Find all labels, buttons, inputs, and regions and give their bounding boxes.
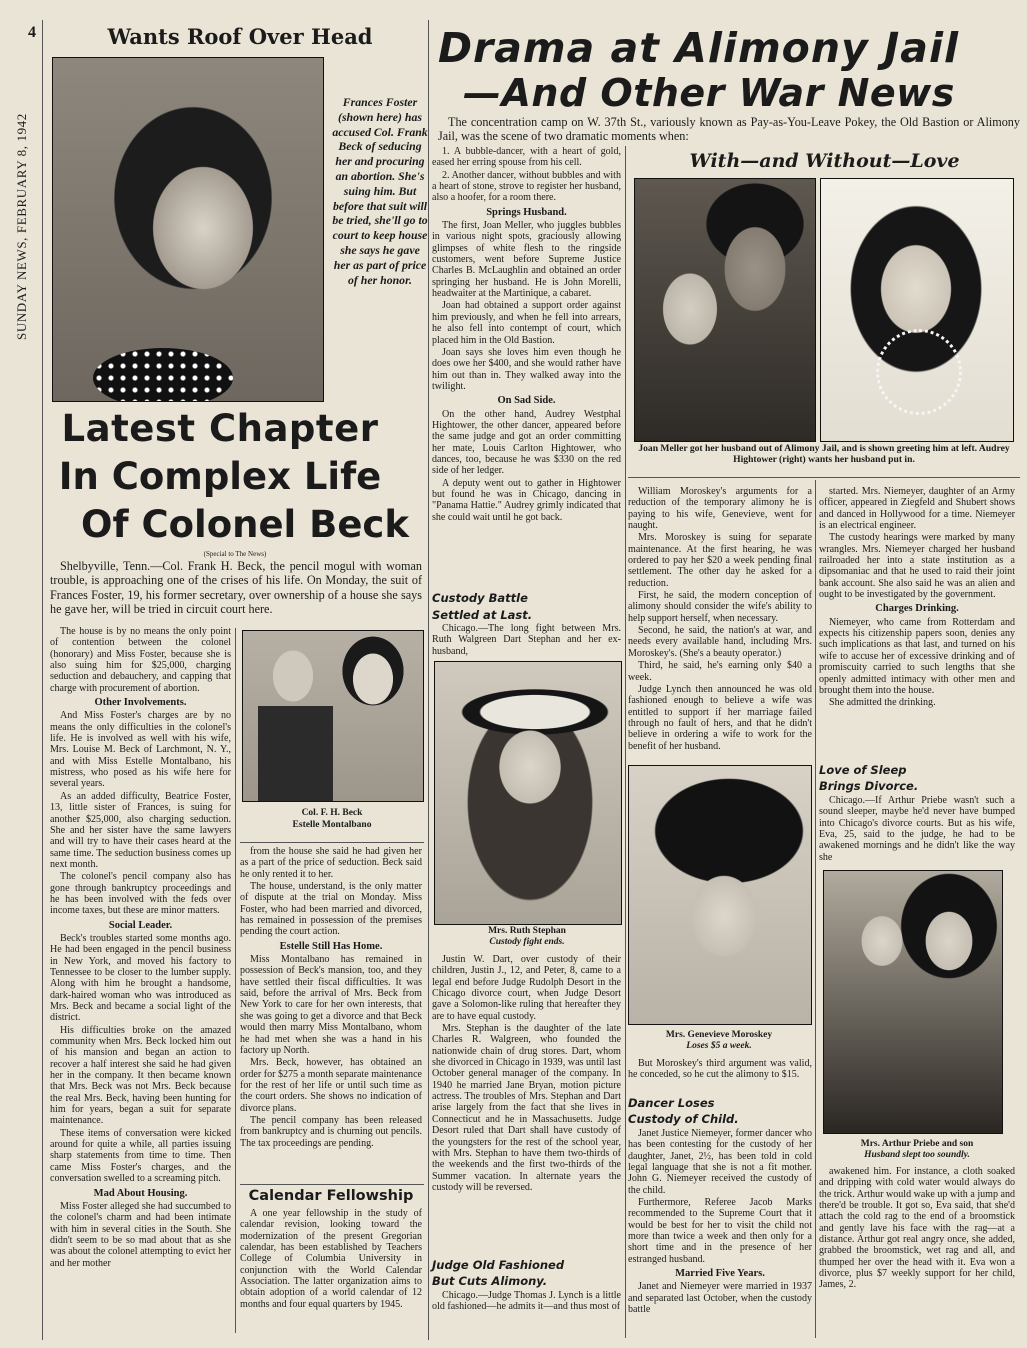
beck-photo-caption-1: Col. F. H. Beck	[301, 808, 363, 818]
stephan-caption: Mrs. Ruth Stephan Custody fight ends.	[488, 926, 566, 947]
sleep-p2: awakened him. For instance, a cloth soaked and dripping with cold water would always do the trick. Arthur would wake up with a jump and there'd be trouble. It got so, Eva said, that she'd attach the cold rag to the end of a broomstick and gently lave his face with the rag—at a distance. Arthur got real angry once, she added, grabbed the broomstick, wet rag and all, and thumped her over the head with it. Eva won a divorce, plus $7 weekly support for her child, James, 2.	[819, 1166, 1015, 1291]
love-banner: With—and Without—Love	[689, 150, 960, 172]
right-headline-1: Drama at Alimony Jail	[438, 24, 960, 72]
page-number: 4	[28, 24, 36, 41]
headline-line-3: Of Colonel Beck	[81, 503, 409, 546]
priebe-photo	[823, 870, 1003, 1134]
niemeyer-column: started. Mrs. Niemeyer, daughter of an Army officer, appeared in Ziegfeld and Shubert shows and danced in Hollywood for a time. Niemeyer is an electrical engineer. The custody hearings were marked by many wrangles. Mrs. Niemeyer charged her husband railroaded her into a state institution as a dipsomaniac and that he used to raid their joint bank account. She also said he was an alien and ought to be investigated by the government. Charges Drinking. Niemeyer, who came from Rotterdam and expects his citizenship papers soon, denies any such implications as that last, and turned on his wife to accuse her of excessive drinking and of promiscuity carried to such lengths that she openly admitted intimacy with other men and brought them into the house. She admitted the drinking.	[819, 486, 1015, 709]
beck-photo-caption-2: Estelle Montalbano	[292, 820, 372, 830]
dancer-column: Janet Justice Niemeyer, former dancer who has been contesting for the custody of her daughter, Janet, 2½, has been told in cold legal language that she is not a fit mother. John G. Niemeyer received the custody of the child. Furthermore, Referee Jacob Marks recommended to the Supreme Court that it would be best for her to visit the child not more than twice a week and then only for a short time and in the presence of her estranged husband. Married Five Years. Janet and Niemeyer were married in 1937 and separated last October, when the custody battle	[628, 1128, 812, 1316]
custody-head-1: Custody Battle	[432, 591, 528, 605]
beck-montalbano-photo	[242, 630, 424, 802]
right-intro: The concentration camp on W. 37th St., variously known as Pay-as-You-Leave Pokey, the Old Bastion or Alimony Jail, was the scene of two dramatic moments when:	[438, 116, 1020, 143]
sleep-head-2: Brings Divorce.	[819, 779, 919, 793]
headline-line-1: Latest Chapter	[61, 407, 379, 450]
love-caption: Joan Meller got her husband out of Alimony Jail, and is shown greeting him at left. Audrey Hightower (right) wants her husband put in.	[638, 443, 1010, 465]
moroskey-column: William Moroskey's arguments for a reduction of the temporary alimony he is paying to his wife, Genevieve, went for naught. Mrs. Moroskey is suing for separate maintenance. At the first hearing, he was ordered to pay her $20 a week pending final settlement. The other day he asked for a reduction. First, he said, the modern conception of alimony should consider the wife's ability to help support herself, when necessary. Second, he said, the nation's at war, and needs every available hand, including Mrs. Moroskey's. (She's a beauty operator.) Third, he said, he's earning only $40 a week. Judge Lynch then announced he was old fashioned enough to believe a wife was entitled to support if her marriage failed through no fault of hers, and that he didn't believe in ordering a wife to work for the benefit of her husband.	[628, 486, 812, 752]
judge-head-2: But Cuts Alimony.	[432, 1274, 548, 1288]
lede: Shelbyville, Tenn.—Col. Frank H. Beck, the pencil mogul with woman trouble, is approaching one of the crises of his life. On Monday, the suit of Frances Foster, 19, his former secretary, over ownership of a house she says he gave her, will be tried in circuit court here.	[50, 559, 422, 617]
kicker: Wants Roof Over Head	[107, 24, 373, 49]
sleep-p1: Chicago.—If Arthur Priebe wasn't such a sound sleeper, maybe he'd never have bumped into Chicago's divorce courts. But as his wife, Eva, 25, said to the judge, he had to be awakened mornings and he didn't like the way she	[819, 795, 1015, 863]
frances-foster-portrait	[52, 57, 324, 402]
credit-line: (Special to The News)	[203, 550, 267, 558]
left-column-1: The house is by no means the only point of contention between the colonel (honorary) and Miss Foster, because she is also suing him for $25,000, charging seduction and debauchery, and capping that charge with procurement of abortion. Other Involvements. And Miss Foster's charges are by no means the only difficulties in the colonel's life. He is involved as well with his wife, Mrs. Louise M. Beck of Larchmont, N. Y., and with Miss Estelle Montalbano, his mistress, who posed as his wife here for several years. As an added difficulty, Beatrice Foster, 13, little sister of Frances, is suing for another $25,000, also charging seduction. She and her sister have the same lawyers and will try to have their cases heard at the same time. The seduction business comes up next month. The colonel's pencil company also has gone through bankruptcy proceedings and he has been involved with the feds over income taxes, but these are minor matters. Social Leader. Beck's troubles started some months ago. He had been engaged in the pencil business in New York, and moved his factory to Tennessee to be closer to the lumber supply. Along with him he brought a handsome, dark-haired woman who was introduced as Mrs. Beck and became a social light of the district. His difficulties broke on the amazed community when Mrs. Beck locked him out of his mansion and began an action to recover a half interest she said he had given her in the company. It then became known that Mrs. Beck was not Mrs. Beck because the real Mrs. Beck, having been hunting for him for years, began a suit for separate maintenance. These items of conversation were kicked around for quite a while, all parties issuing sharp statements from time to time. Then came Miss Foster's charges, and the conversation swelled to a screaming pitch. Mad About Housing. Miss Foster alleged she had succumbed to the colonel's charm and had been intimate with him in several cities in the South. She didn't seem to be so mad about that as she was about the colonel attempting to evict her and her mother	[50, 626, 231, 1269]
moroskey-end: But Moroskey's third argument was valid, he conceded, so he cut the alimony to $15.	[628, 1058, 812, 1081]
calendar-body: A one year fellowship in the study of calendar revision, looking toward the modernization of the present Gregorian calendar, has been established by Teachers College of Columbia University in conjunction with the World Calendar Association. The latter organization aims to obtain adoption of a world calendar of 12 months and four equal quarters by 1945.	[240, 1208, 422, 1310]
custody-p1: Chicago.—The long fight between Mrs. Ruth Walgreen Dart Stephan and her ex-husband,	[432, 623, 621, 657]
custody-head-2: Settled at Last.	[432, 608, 533, 622]
portrait-caption: Frances Foster (shown here) has accused Col. Frank Beck of seducing her and procuring an abortion. She's suing him. But before that suit will be tried, she'll go to court to keep house she says he gave her as part of price of her honor.	[332, 95, 428, 287]
judge-p1: Chicago.—Judge Thomas J. Lynch is a little old fashioned—he admits it—and thus most of	[432, 1290, 621, 1313]
dateline: SUNDAY NEWS, FEBRUARY 8, 1942	[14, 113, 29, 340]
right-column-1: 1. A bubble-dancer, with a heart of gold, eased her erring spouse from his cell. 2. Another dancer, without bubbles and with a heart of stone, strove to register her husband, also a hoofer, for a room there. Springs Husband. The first, Joan Meller, who juggles bubbles in various night spots, graciously allowing glimpses of white flesh to the ringside customers, went before Supreme Justice Charles B. McLaughlin and obtained an order springing her husband. He is John Morelli, headwaiter at the Martinique, a cabaret. Joan had obtained a support order against him previously, and when he fell into arrears, he also fell into contempt of court, which placed him in the Old Bastion. Joan says she loves him even though he does owe her $400, and she would rather have him out than in. They walked away into the twilight. On Sad Side. On the other hand, Audrey Westphal Hightower, the other dancer, appeared before the same judge and got an order committing her mate, Louis Carlton Hightower, who dances, too, because he was $330 on the red side of her ledger. A deputy went out to gather in Hightower but found he was in Chicago, dancing in "Panama Hattie." Audrey grimly indicated that she could wait until he got back.	[432, 146, 621, 523]
genevieve-moroskey-photo	[628, 765, 812, 1025]
custody-body: Justin W. Dart, over custody of their children, Justin J., 12, and Peter, 8, came to a legal end before Judge Rudolph Desort in the Chicago divorce court, when Judge Desort gave a Solomon-like ruling that hereafter they are to have equal custody. Mrs. Stephan is the daughter of the late Charles R. Walgreen, who founded the nationwide chain of drug stores. Dart, whom she divorced in Chicago in 1939, was until last October general manager of the company. In 1940 he married Jane Bryan, motion picture actress. The troubles of Mrs. Stephan and Dart arise largely from the fact that she lives in Connecticut and he in Massachusetts. Judge Desort ruled that Dart shall have custody of the youngsters for the rest of the school year, with Mrs. Stephan to have them two-thirds of the weekends and the first two-thirds of the Summer vacation. In alternate years the custody will be reversed.	[432, 954, 621, 1193]
moroskey-caption: Mrs. Genevieve Moroskey Loses $5 a week.	[665, 1030, 773, 1051]
left-column-2: from the house she said he had given her as a part of the price of seduction. Beck said he only rented it to her. The house, understand, is the only matter of dispute at the trial on Monday. Miss Foster, who had been married and divorced, has remained in possession of the premises pending the court action. Estelle Still Has Home. Miss Montalbano has remained in possession of Beck's mansion, too, and they have settled their fiscal difficulties. It was said, before the arrival of Mrs. Beck from New York to care for her own interests, that she was going to get a divorce and that Beck would then marry Miss Montalbano, whom he had met when she was a hand in his factory up North. Mrs. Beck, however, has obtained an order for $275 a month separate maintenance for the rest of her life or until such time as the court orders. She shows no indication of divorce plans. The pencil company has been released from bankruptcy and is churning out pencils. The tax proceedings are pending.	[240, 846, 422, 1149]
priebe-caption: Mrs. Arthur Priebe and son Husband slept too soundly.	[860, 1139, 974, 1160]
hightower-portrait	[820, 178, 1014, 442]
dancer-head-1: Dancer Loses	[628, 1096, 715, 1110]
meller-couple-photo	[634, 178, 816, 442]
judge-head-1: Judge Old Fashioned	[432, 1258, 565, 1272]
calendar-headline: Calendar Fellowship	[248, 1188, 414, 1204]
headline-line-2: In Complex Life	[58, 455, 382, 498]
ruth-stephan-photo	[434, 661, 622, 925]
dancer-head-2: Custody of Child.	[628, 1112, 739, 1126]
sleep-head-1: Love of Sleep	[819, 763, 907, 777]
right-headline-2: —And Other War News	[463, 71, 955, 115]
